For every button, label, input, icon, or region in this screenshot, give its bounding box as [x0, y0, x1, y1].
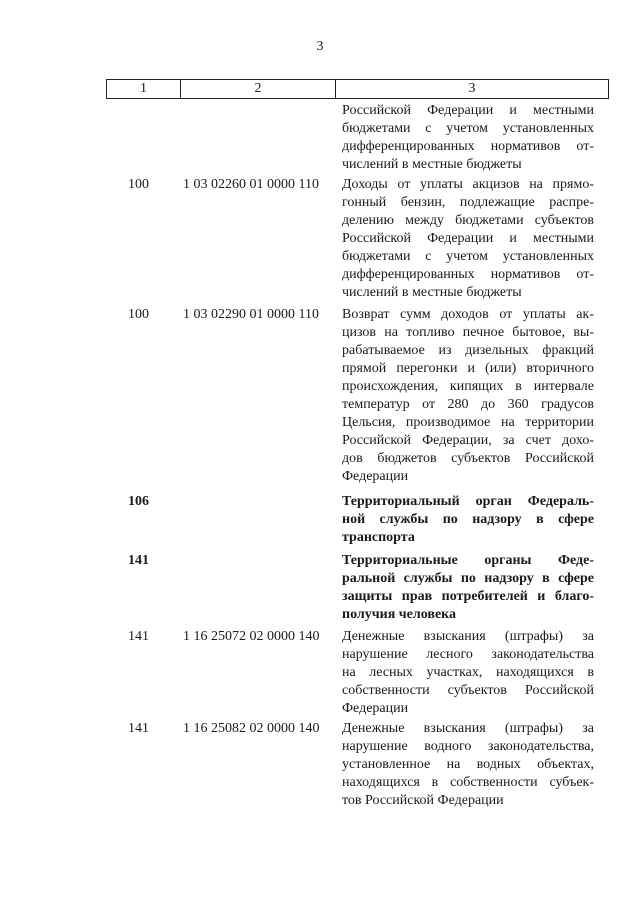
row-code: 100: [128, 177, 149, 192]
description-line: получия человека: [342, 607, 457, 622]
description-line: температур от 280 до 360 градусов: [342, 397, 594, 412]
description-line: нарушение водного законодательства,: [342, 739, 594, 754]
description-line: Федерации: [342, 701, 409, 716]
row-kbk: 1 03 02260 01 0000 110: [183, 177, 319, 192]
description-line: ной службы по надзору в сфере: [342, 512, 594, 527]
row-kbk: 1 16 25072 02 0000 140: [183, 629, 320, 644]
description-line: ральной службы по надзору в сфере: [342, 571, 594, 586]
description-line: находящихся в собственности субъек-: [342, 775, 594, 790]
row-description: [342, 176, 594, 302]
row-code: 106: [128, 494, 149, 509]
description-line: установленное на водных объектах,: [342, 757, 594, 772]
row-description: [342, 306, 594, 486]
description-line: тов Российской Федерации: [342, 793, 504, 808]
description-line: Территориальный орган Федераль-: [342, 494, 594, 509]
description-line: транспорта: [342, 530, 415, 545]
description-line: числений в местные бюджеты: [342, 157, 522, 172]
description-line: защиты прав потребителей и благо-: [342, 589, 594, 604]
description-line: собственности субъектов Российской: [342, 683, 594, 698]
row-kbk: 1 03 02290 01 0000 110: [183, 307, 319, 322]
description-line: дифференцированных нормативов от-: [342, 139, 594, 154]
header-cell-3: 3: [335, 80, 608, 98]
row-description: [342, 628, 594, 718]
description-line: дифференцированных нормативов от-: [342, 267, 594, 282]
description-line: бюджетами с учетом установленных: [342, 121, 594, 136]
description-line: цизов на топливо печное бытовое, вы-: [342, 325, 594, 340]
description-line: рабатываемое из дизельных фракций: [342, 343, 594, 358]
description-line: бюджетами с учетом установленных: [342, 249, 594, 264]
row-description: [342, 552, 594, 624]
description-line: прямой перегонки и (или) вторичного: [342, 361, 594, 376]
description-line: гонный бензин, подлежащие распре-: [342, 195, 594, 210]
row-code: 100: [128, 307, 149, 322]
table-header-row: [106, 79, 609, 99]
row-description: [342, 102, 594, 174]
description-line: дов бюджетов субъектов Российской: [342, 451, 594, 466]
description-line: Российской Федерации, за счет дохо-: [342, 433, 594, 448]
description-line: Доходы от уплаты акцизов на прямо-: [342, 177, 594, 192]
description-line: делению между бюджетами субъектов: [342, 213, 594, 228]
description-line: Российской Федерации и местными: [342, 103, 594, 118]
description-line: нарушение лесного законодательства: [342, 647, 594, 662]
row-description: [342, 720, 594, 810]
description-line: Денежные взыскания (штрафы) за: [342, 629, 594, 644]
description-line: Федерации: [342, 469, 409, 484]
row-code: 141: [128, 553, 149, 568]
description-line: числений в местные бюджеты: [342, 285, 522, 300]
description-line: на лесных участках, находящихся в: [342, 665, 594, 680]
row-code: 141: [128, 721, 149, 736]
description-line: Возврат сумм доходов от уплаты ак-: [342, 307, 594, 322]
description-line: Российской Федерации и местными: [342, 231, 594, 246]
page-number: 3: [316, 39, 324, 54]
row-description: [342, 493, 594, 547]
row-code: 141: [128, 629, 149, 644]
description-line: Денежные взыскания (штрафы) за: [342, 721, 594, 736]
header-cell-2: 2: [180, 80, 335, 98]
row-kbk: 1 16 25082 02 0000 140: [183, 721, 320, 736]
header-cell-1: 1: [140, 81, 147, 96]
description-line: Цельсия, производимое на территории: [342, 415, 594, 430]
description-line: Территориальные органы Феде-: [342, 553, 594, 568]
description-line: происхождения, кипящих в интервале: [342, 379, 594, 394]
